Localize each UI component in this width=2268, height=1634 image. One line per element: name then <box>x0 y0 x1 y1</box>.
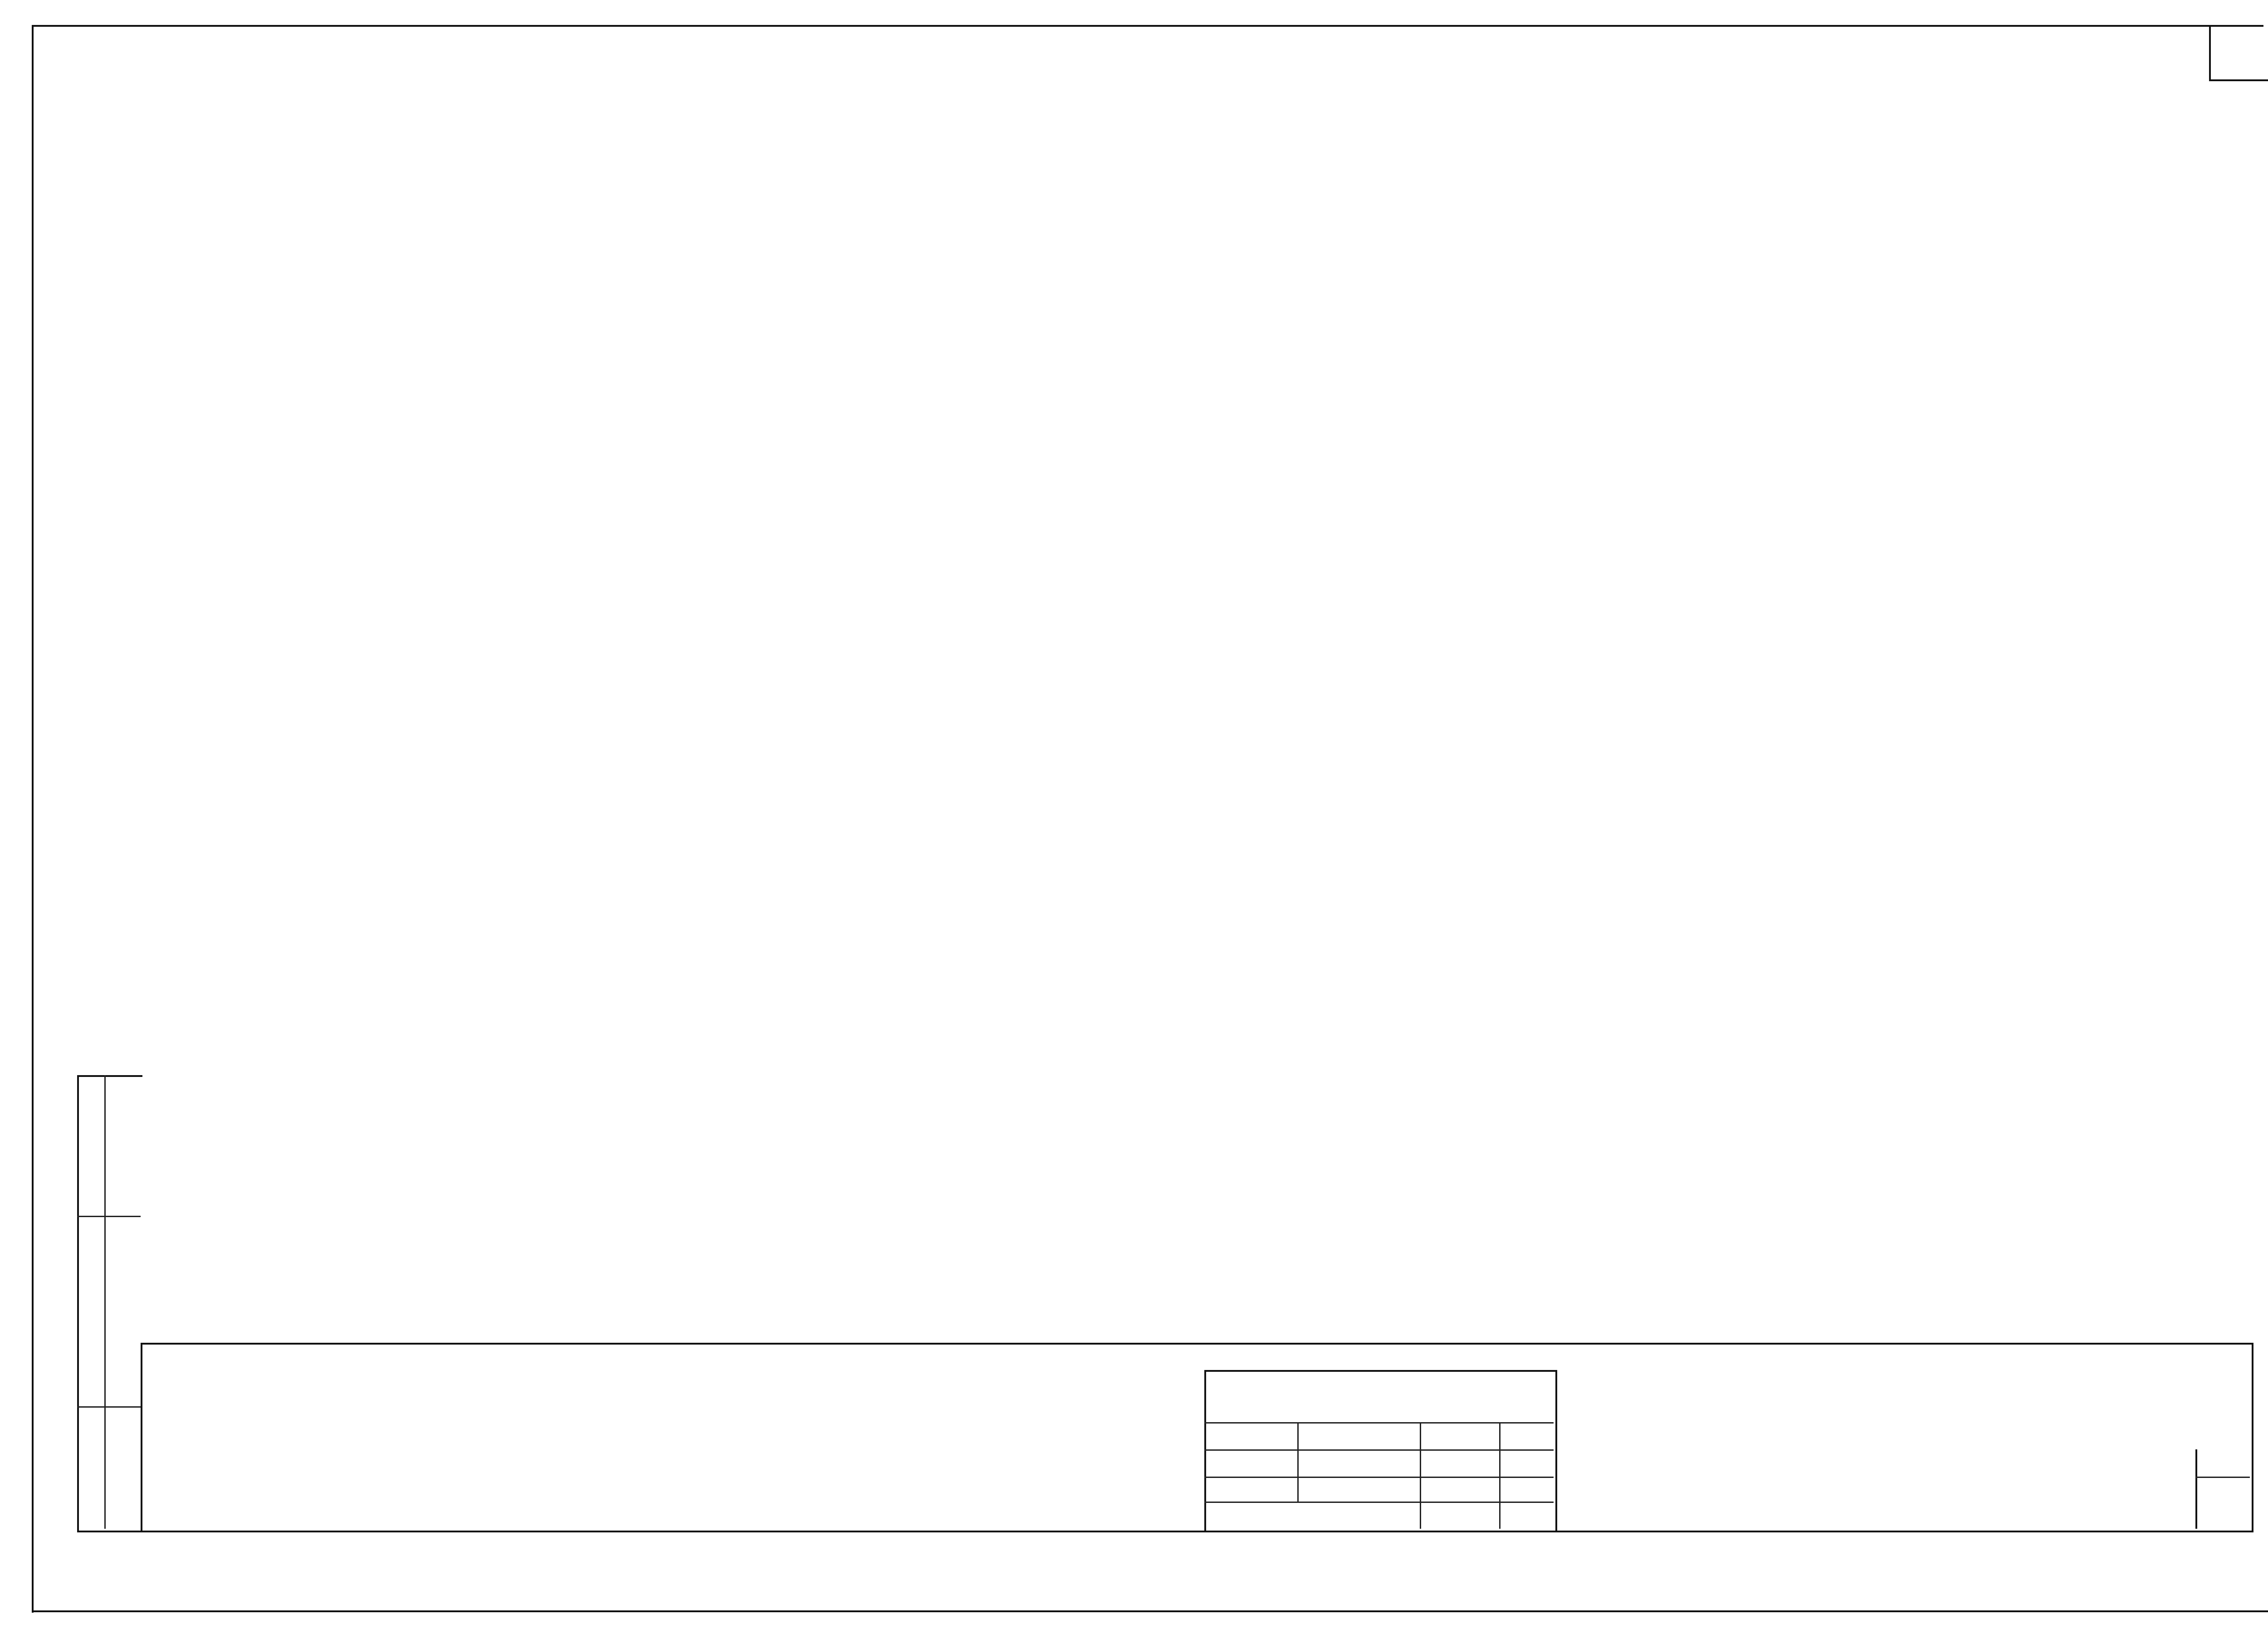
title-block <box>141 1343 2253 1532</box>
side-divider-2 <box>77 1406 141 1408</box>
priv-v-2 <box>1420 1422 1421 1529</box>
frame-left <box>32 25 34 1613</box>
page-number-box <box>2209 25 2268 81</box>
frame-top <box>32 25 2263 27</box>
priv-v-3 <box>1499 1422 1501 1529</box>
privyazan-block <box>1204 1370 1557 1532</box>
priv-v-1 <box>1297 1422 1299 1502</box>
list-box <box>2195 1449 2252 1529</box>
priv-line-3 <box>1204 1477 1554 1478</box>
side-divider-v <box>104 1075 106 1529</box>
priv-line-1 <box>1204 1422 1554 1424</box>
priv-line-2 <box>1204 1449 1554 1451</box>
priv-line-4 <box>1204 1502 1554 1503</box>
side-divider-1 <box>77 1216 141 1217</box>
list-line <box>2195 1477 2250 1478</box>
side-panel <box>77 1075 142 1532</box>
frame-bottom <box>32 1610 2268 1612</box>
